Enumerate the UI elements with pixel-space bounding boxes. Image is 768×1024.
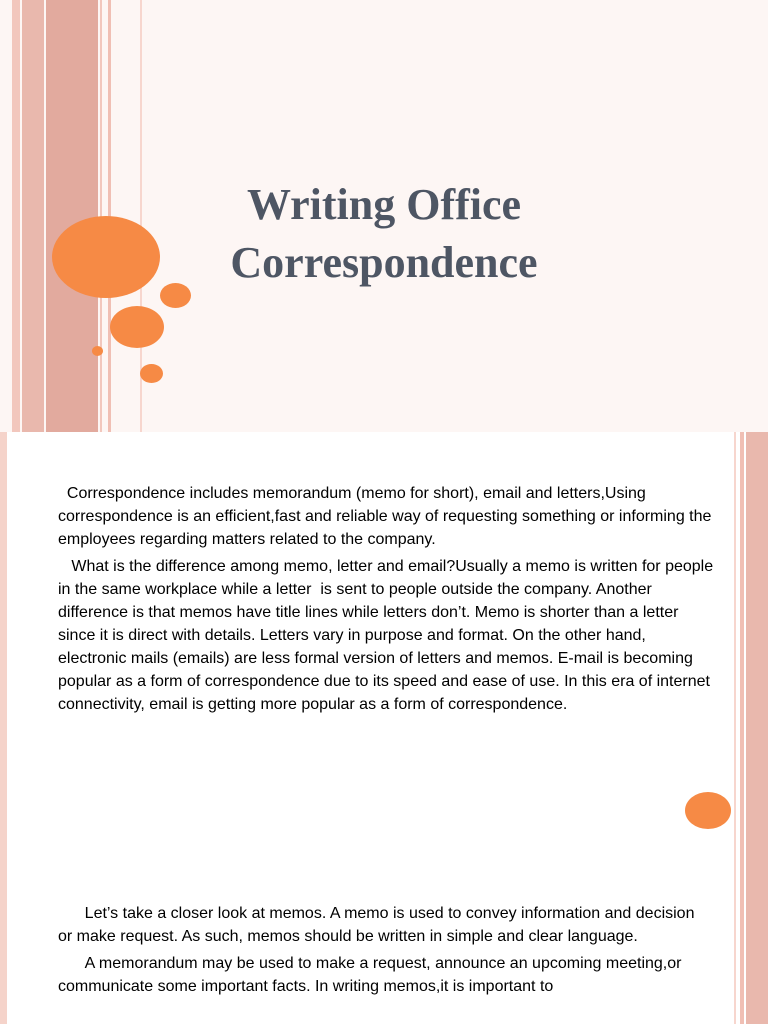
- decorative-circle: [140, 364, 163, 383]
- title-line-2: Correspondence: [230, 238, 538, 287]
- content-slide: [0, 864, 768, 1024]
- decorative-stripe: [12, 0, 20, 432]
- content-slide: [0, 432, 768, 864]
- decorative-stripe: [740, 432, 744, 864]
- decorative-circle: [92, 346, 103, 356]
- paragraph: Let’s take a closer look at memos. A memo is used to convey information and decision or make request. As such, memos should be written in simple and clear language.: [58, 905, 699, 945]
- decorative-stripe: [46, 0, 98, 432]
- title-slide: [0, 0, 768, 432]
- decorative-stripe: [746, 432, 768, 864]
- decorative-stripe: [0, 432, 7, 864]
- decorative-circle: [52, 216, 160, 298]
- decorative-stripe: [0, 864, 7, 1024]
- decorative-stripe: [740, 864, 744, 1024]
- decorative-circle: [685, 792, 731, 829]
- title-line-1: Writing Office: [246, 180, 522, 229]
- slide-title: [150, 176, 618, 292]
- paragraph: Correspondence includes memorandum (memo for short), email and letters,Using correspondence is an efficient,fast and reliable way of requesting something or informing the employees regarding matters related to the company.: [58, 485, 716, 548]
- paragraph: What is the difference among memo, letter and email?Usually a memo is written for people in the same workplace while a letter is sent to people outside the company. Another difference is that memos have title lines while letters don’t. Memo is shorter than a letter since it is direct with details. Letters vary in purpose and format. On the other hand, electronic mails (emails) are less formal version of letters and memos. E-mail is becoming popular as a form of correspondence due to its speed and ease of use. In this era of internet connectivity, email is getting more popular as a form of correspondence.: [58, 558, 718, 713]
- decorative-circle: [110, 306, 164, 348]
- decorative-stripe: [746, 864, 768, 1024]
- paragraph: A memorandum may be used to make a request, announce an upcoming meeting,or communicate some important facts. In writing memos,it is important to: [58, 955, 686, 995]
- decorative-stripe: [22, 0, 44, 432]
- decorative-stripe: [734, 864, 736, 1024]
- decorative-stripe: [734, 432, 736, 864]
- slide-body: [58, 482, 718, 716]
- slide-body: [58, 902, 708, 998]
